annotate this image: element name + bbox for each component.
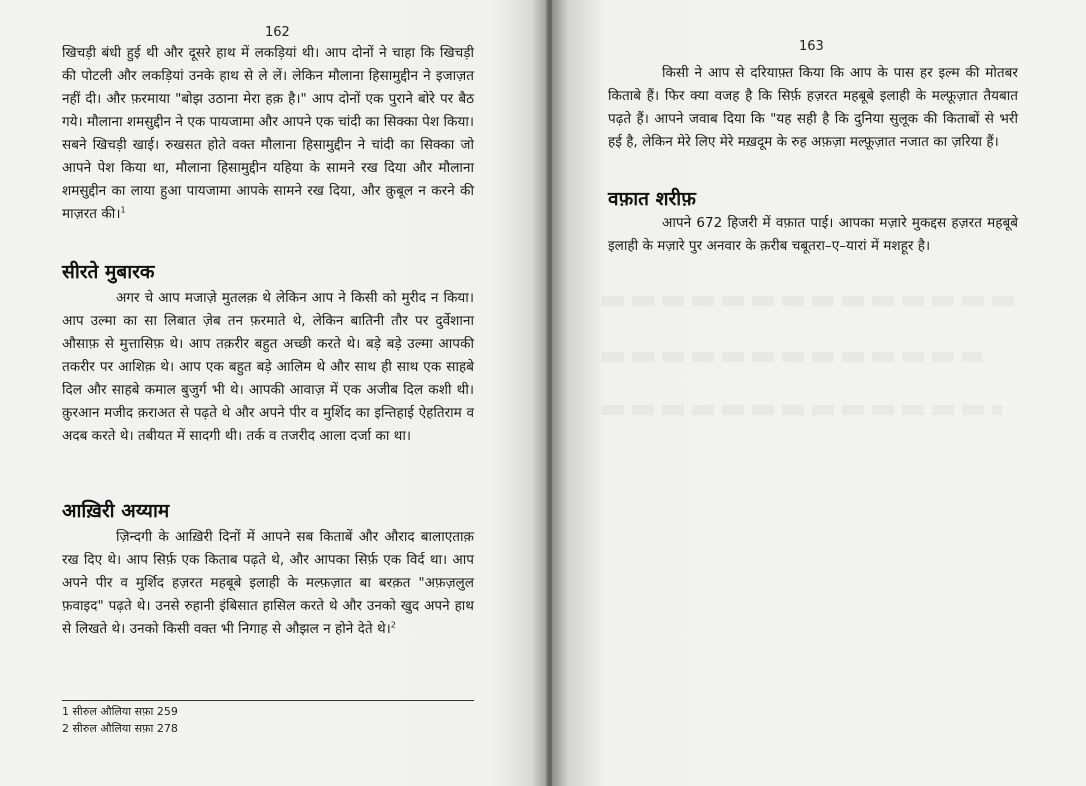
section-paragraph-akhiri-ayyam xyxy=(62,526,474,641)
right-page-number: 163 xyxy=(799,39,824,54)
left-intro-text: खिचड़ी बंधी हुई थी और दूसरे हाथ में लकड़ियां थी। आप दोनों ने चाहा कि खिचड़ी की पोटली और लकड़ियां उनके हाथ से ले लें। लेकिन मौलाना हिसामुद्दीन ने इजाज़त नहीं दी। और फ़रमाया "बोझ उठाना मेरा हक़ है।" आप दोनों एक पुराने बोरे पर बैठ गये। मौलाना शमसुद्दीन ने एक पायजामा और आपने एक चांदी का सिक्का पेश किया। सबने खिचड़ी खाई। रुखसत होते वक्त मौलाना हिसामुद्दीन ने चांदी का सिक्का जो आपने पेश किया था, मौलाना हिसामुद्दीन यहिया के सामने रख दिया और मौलाना शमसुद्दीन का लाया हुआ पायजामा आपके सामने रख दिया, और क़ुबूल न करने की माज़रत की। xyxy=(62,45,474,222)
right-section-block xyxy=(608,212,1018,258)
show-through-line xyxy=(602,352,982,362)
section-paragraph-seerat: अगर चे आप मजाज़े मुतलक़ थे लेकिन आप ने किसी को मुरीद न किया। आप उल्मा का सा लिबात ज़ेब तन फ़रमाते थे, लेकिन बातिनी तौर पर दुर्वेशाना औसाफ़ से मुत्तासिफ़ थे। आप तक़रीर बहुत अच्छी करते थे। बड़े बड़े उल्मा आपकी तकरीर पर आशिक़ थे। आप एक बहुत बड़े आलिम थे और साथ ही साथ एक साहबे दिल और साहबे कमाल बुजुर्ग भी थे। आपकी आवाज़ में एक अजीब दिल कशी थी। क़ुरआन मजीद क़राअत से पढ़ते थे और अपने पीर व मुर्शिद का इन्तिहाई ऐहतिराम व अदब करते थे। तबीयत में सादगी थी। तर्क व तजरीद आला दर्जा का था। xyxy=(62,290,474,444)
footnote-mark-2: 2 xyxy=(390,620,396,630)
right-intro-block xyxy=(608,62,1018,154)
section-heading-wafat: वफ़ात शरीफ़ xyxy=(608,188,696,210)
section-heading-seerat: सीरते मुबारक xyxy=(62,261,155,283)
section2-text: ज़िन्दगी के आख़िरी दिनों में आपने सब किताबें और औराद बालाएताक़ रख दिए थे। आप सिर्फ़ एक किताब पढ़ते थे, और आपका सिर्फ़ एक विर्द था। आप अपने पीर व मुर्शिद हज़रत महबूबे इलाही के मल्फ़ज़ात बा बरक़त "अफ़ज़लुल फ़वाइद" पढ़ते थे। उनसे रुहानी इंबिसात हासिल करते थे और उनको खुद अपने हाथ से लिखते थे। उनको किसी वक्त भी निगाह से औझल न होने देते थे। xyxy=(62,529,474,637)
show-through-line xyxy=(602,296,1022,306)
footnote-mark-1: 1 xyxy=(120,205,126,215)
left-section2-block xyxy=(62,526,474,641)
section-paragraph-wafat: आपने 672 हिजरी में वफ़ात पाई। आपका मज़ारे मुकद्दस हज़रत महबूबे इलाही के मज़ारे पुर अनवार के क़रीब चबूतरा–ए–यारां में मशहूर है। xyxy=(608,215,1018,254)
left-section1-block xyxy=(62,287,474,448)
right-page xyxy=(552,0,1086,786)
footnote-divider xyxy=(62,700,474,701)
footnote-1: 1 सीरुल औलिया सफ़ा 259 xyxy=(62,705,178,718)
left-page-number: 162 xyxy=(265,25,290,40)
show-through-line xyxy=(602,405,1002,415)
left-intro-paragraph xyxy=(62,42,474,226)
footnote-2: 2 सीरुल औलिया सफ़ा 278 xyxy=(62,722,178,735)
section-heading-akhiri-ayyam: आख़िरी अय्याम xyxy=(62,500,170,522)
right-intro-paragraph: किसी ने आप से दरियाफ़्त किया कि आप के पास हर इल्म की मोतबर किताबे हैं। फिर क्या वजह है कि सिर्फ़ हज़रत महबूबे इलाही के मल्फ़ूज़ात तैयबात पढ़ते हैं। आपने जवाब दिया कि "यह सही है कि दुनिया सुलूक की किताबों से भरी हई है, लेकिन मेरे लिए मेरे मख़दूम के रुह अफ़ज़ा मल्फ़ूज़ात नजात का ज़रिया हैं। xyxy=(608,65,1018,150)
left-intro-block xyxy=(62,42,474,226)
